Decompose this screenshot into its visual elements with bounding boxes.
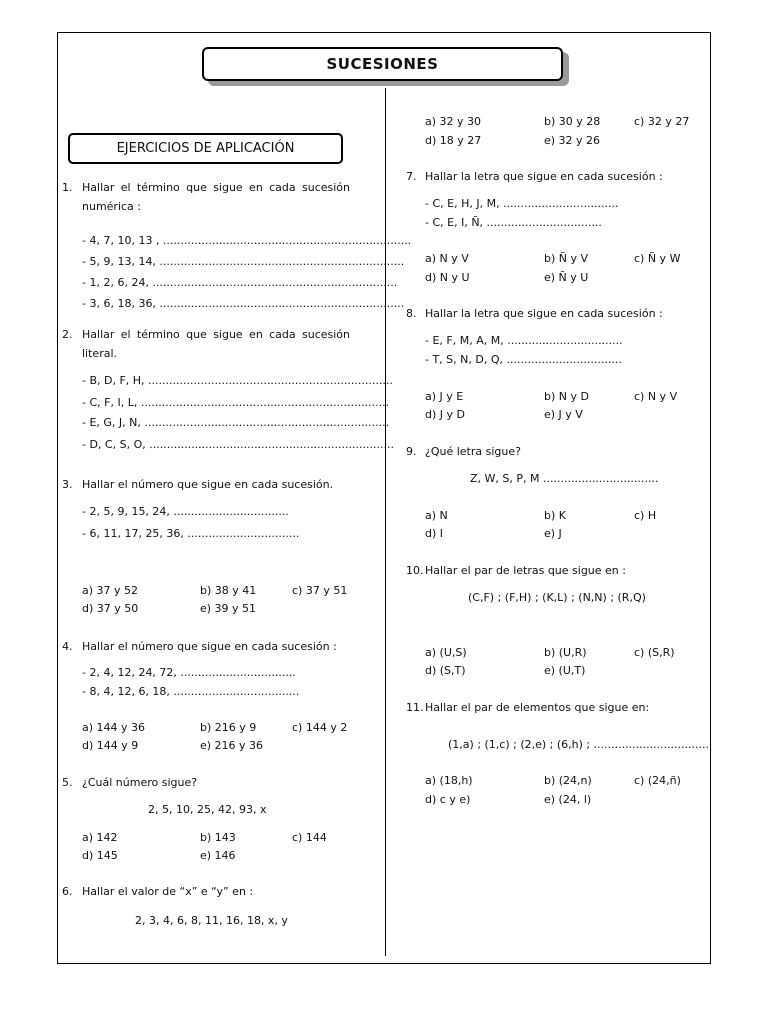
sequence-item: - 4, 7, 10, 13 , ....................................................................... [82,234,412,247]
question-text: Hallar el número que sigue en cada sucesión. [82,478,334,491]
answer-option: a) J y E [425,390,464,403]
answer-option: c) 144 y 2 [292,721,348,734]
answer-option: c) (S,R) [634,646,675,659]
question-text: Hallar la letra que sigue en cada sucesión : [425,307,663,320]
answer-option: d) 37 y 50 [82,602,139,615]
answer-option: e) Ñ y U [544,271,589,284]
question-number: 5. [62,776,73,789]
answer-option: b) N y D [544,390,589,403]
sequence-item: - C, F, I, L, ....................................................................... [82,396,390,409]
answer-option: c) (24,ñ) [634,774,681,787]
answer-option: a) (18,h) [425,774,473,787]
answer-option: a) 142 [82,831,118,844]
sequence-item: - 5, 9, 13, 14, ...................................................................... [82,255,405,268]
answer-option: d) (S,T) [425,664,466,677]
answer-option: d) 18 y 27 [425,134,482,147]
answer-option: b) 38 y 41 [200,584,257,597]
answer-option: e) (U,T) [544,664,586,677]
answer-option: a) 144 y 36 [82,721,146,734]
question-number: 6. [62,885,73,898]
sequence-line: 2, 5, 10, 25, 42, 93, x [148,803,267,816]
answer-option: c) 144 [292,831,327,844]
answer-option: b) 216 y 9 [200,721,257,734]
question-text: Hallar el par de letras que sigue en : [425,564,626,577]
answer-option: e) 216 y 36 [200,739,264,752]
sequence-line: (1,a) ; (1,c) ; (2,e) ; (6,h) ; ................................. [448,738,710,751]
sequence-line: 2, 3, 4, 6, 8, 11, 16, 18, x, y [135,914,288,927]
answer-option: d) 145 [82,849,118,862]
answer-option: a) N [425,509,448,522]
sequence-item: - B, D, F, H, ...................................................................... [82,374,393,387]
answer-option: c) 37 y 51 [292,584,348,597]
answer-option: d) J y D [425,408,465,421]
sequence-item: - D, C, S, O, ...................................................................... [82,438,394,451]
question-text: numérica : [82,200,141,213]
sequence-item: - 8, 4, 12, 6, 18, .................................... [82,685,300,698]
answer-option: d) N y U [425,271,470,284]
answer-option: b) 30 y 28 [544,115,601,128]
question-text: Hallar el par de elementos que sigue en: [425,701,650,714]
sequence-item: - 2, 4, 12, 24, 72, ................................. [82,666,296,679]
answer-option: c) H [634,509,657,522]
sequence-item: - C, E, I, Ñ, ................................. [425,216,602,229]
answer-option: e) J [544,527,562,540]
question-number: 8. [406,307,417,320]
answer-option: c) N y V [634,390,678,403]
sequence-item: - T, S, N, D, Q, ................................. [425,353,622,366]
question-text: Hallar el término que sigue en cada sucesión [82,181,350,194]
answer-option: e) J y V [544,408,583,421]
answer-option: e) 39 y 51 [200,602,257,615]
answer-option: a) 37 y 52 [82,584,139,597]
sequence-item: - C, E, H, J, M, ................................. [425,197,619,210]
question-number: 2. [62,328,73,341]
sequence-item: - 1, 2, 6, 24, ...................................................................... [82,276,398,289]
answer-option: d) c y e) [425,793,471,806]
answer-option: c) 32 y 27 [634,115,690,128]
answer-option: d) I [425,527,444,540]
question-number: 4. [62,640,73,653]
answer-option: b) Ñ y V [544,252,589,265]
question-text: ¿Qué letra sigue? [425,445,521,458]
sequence-line: Z, W, S, P, M ................................. [470,472,659,485]
question-text: Hallar el valor de “x” e “y” en : [82,885,254,898]
sequence-item: - 2, 5, 9, 15, 24, ................................. [82,505,289,518]
answer-option: e) 146 [200,849,236,862]
answer-option: b) K [544,509,566,522]
question-number: 9. [406,445,417,458]
answer-option: e) 32 y 26 [544,134,601,147]
answer-option: a) (U,S) [425,646,467,659]
sequence-line: (C,F) ; (F,H) ; (K,L) ; (N,N) ; (R,Q) [468,591,646,604]
answer-option: a) N y V [425,252,469,265]
sequence-item: - 6, 11, 17, 25, 36, ................................ [82,527,300,540]
question-number: 11. [406,701,424,714]
answer-option: b) 143 [200,831,236,844]
question-number: 1. [62,181,73,194]
answer-option: d) 144 y 9 [82,739,139,752]
answer-option: a) 32 y 30 [425,115,482,128]
page-title: SUCESIONES [202,47,563,81]
question-number: 3. [62,478,73,491]
question-text: Hallar el término que sigue en cada sucesión [82,328,350,341]
sequence-item: - 3, 6, 18, 36, ...................................................................... [82,297,405,310]
answer-option: b) (24,n) [544,774,592,787]
column-divider [385,88,386,956]
question-number: 10. [406,564,424,577]
answer-option: b) (U,R) [544,646,587,659]
sequence-item: - E, G, J, N, ...................................................................... [82,416,390,429]
question-text: ¿Cuál número sigue? [82,776,198,789]
question-text: Hallar la letra que sigue en cada sucesión : [425,170,663,183]
sequence-item: - E, F, M, A, M, ................................. [425,334,623,347]
section-heading: EJERCICIOS DE APLICACIÓN [68,133,343,164]
question-number: 7. [406,170,417,183]
answer-option: e) (24, l) [544,793,592,806]
question-text: Hallar el número que sigue en cada sucesión : [82,640,337,653]
answer-option: c) Ñ y W [634,252,681,265]
question-text: literal. [82,347,118,360]
